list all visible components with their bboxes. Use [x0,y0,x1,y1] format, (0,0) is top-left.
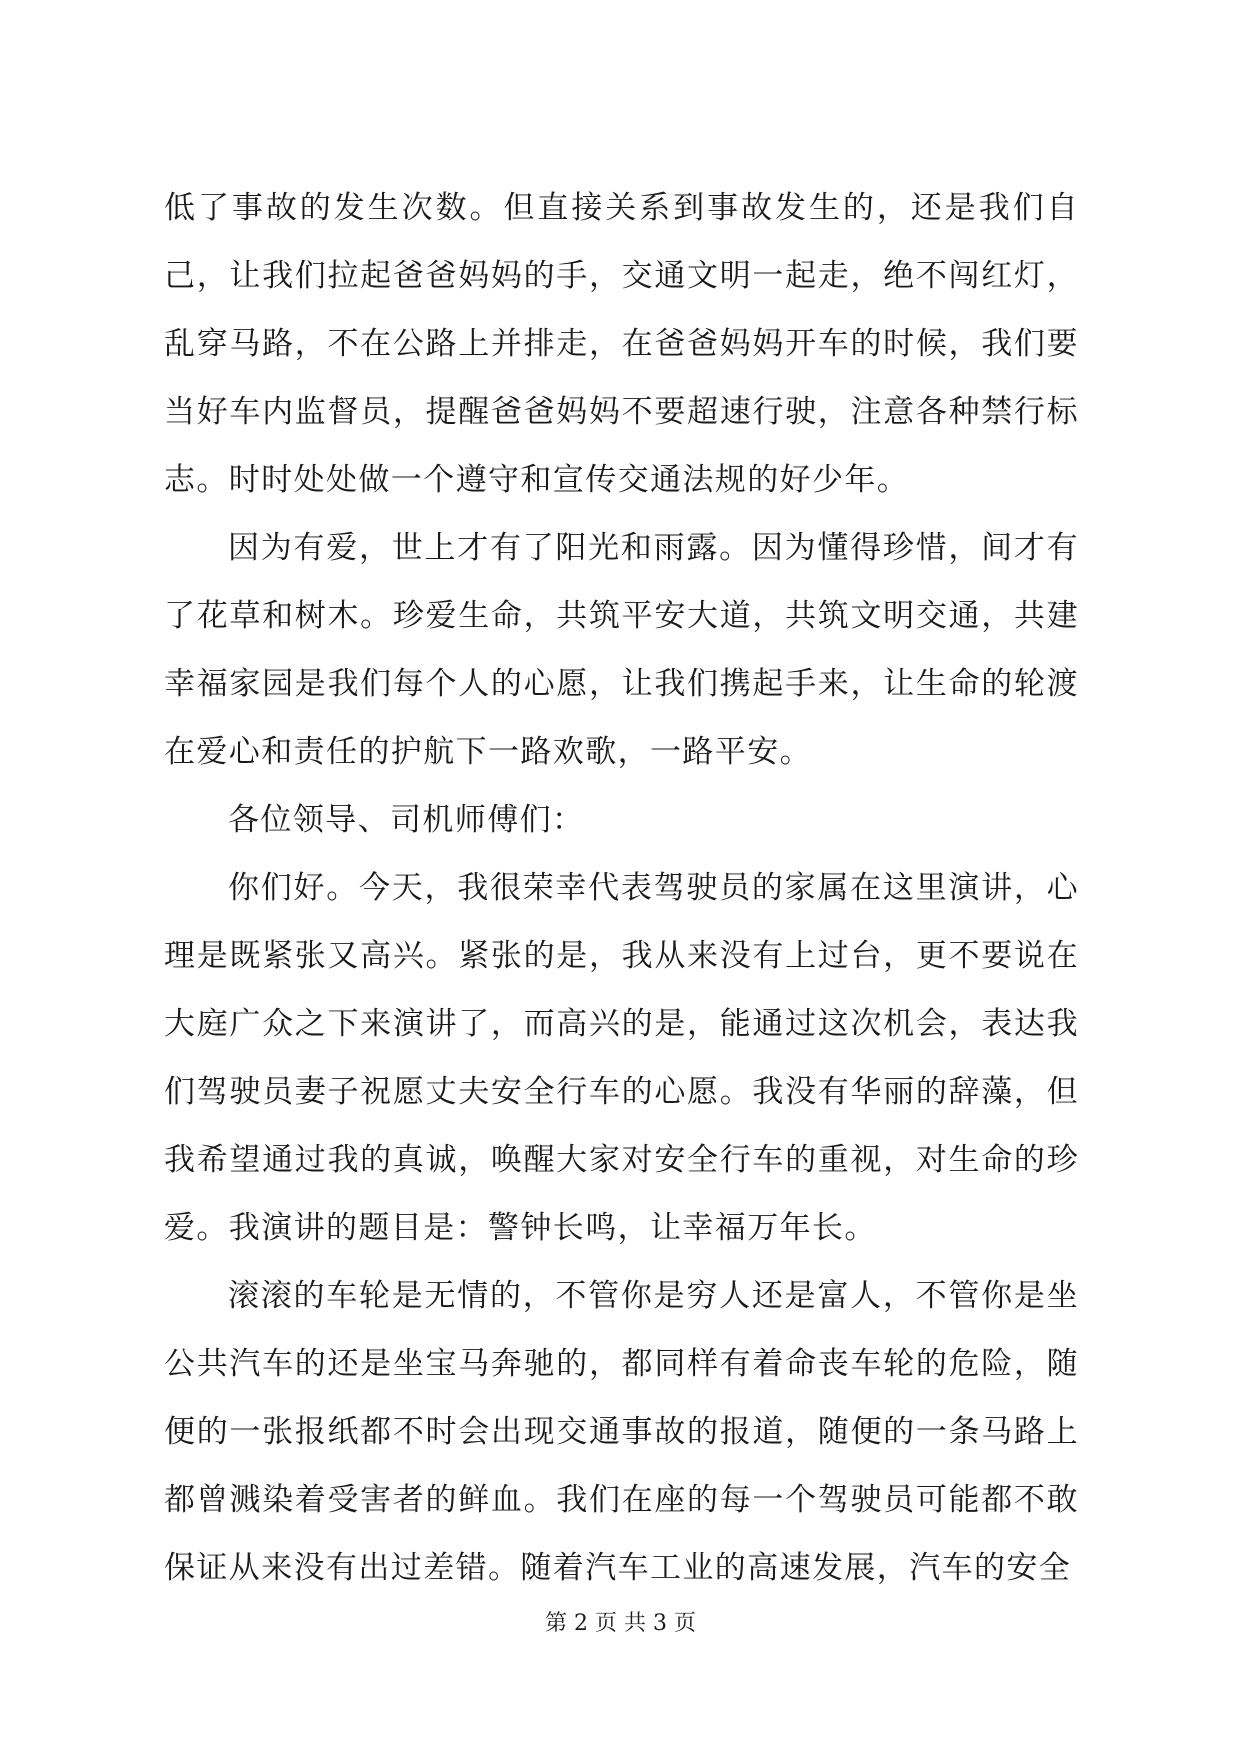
paragraph: 因为有爱，世上才有了阳光和雨露。因为懂得珍惜，间才有了花草和树木。珍爱生命，共筑平安大道，共筑文明交通，共建幸福家园是我们每个人的心愿，让我们携起手来，让生命的轮渡在爱心和责任的护航下一路欢歌，一路平安。 [164,530,1079,770]
salutation: 各位领导、司机师傅们： [228,802,585,838]
paragraph: 滚滚的车轮是无情的，不管你是穷人还是富人，不管你是坐公共汽车的还是坐宝马奔驰的，都同样有着命丧车轮的危险，随便的一张报纸都不时会出现交通事故的报道，随便的一条马路上都曾溅染着受害者的鲜血。我们在座的每一个驾驶员可能都不敢保证从来没有出过差错。随着汽车工业的高速发展，汽车的安全 [164,1278,1079,1586]
paragraph: 低了事故的发生次数。但直接关系到事故发生的，还是我们自己，让我们拉起爸爸妈妈的手，交通文明一起走，绝不闯红灯，乱穿马路，不在公路上并排走，在爸爸妈妈开车的时候，我们要当好车内监督员，提醒爸爸妈妈不要超速行驶，注意各种禁行标志。时时处处做一个遵守和宣传交通法规的好少年。 [164,190,1079,498]
body-text [164,174,1079,1602]
page-number-footer: 第 2 页 共 3 页 [545,1611,696,1636]
paragraph: 你们好。今天，我很荣幸代表驾驶员的家属在这里演讲，心理是既紧张又高兴。紧张的是，我从来没有上过台，更不要说在大庭广众之下来演讲了，而高兴的是，能通过这次机会，表达我们驾驶员妻子祝愿丈夫安全行车的心愿。我没有华丽的辞藻，但我希望通过我的真诚，唤醒大家对安全行车的重视，对生命的珍爱。我演讲的题目是：警钟长鸣，让幸福万年长。 [164,870,1079,1246]
